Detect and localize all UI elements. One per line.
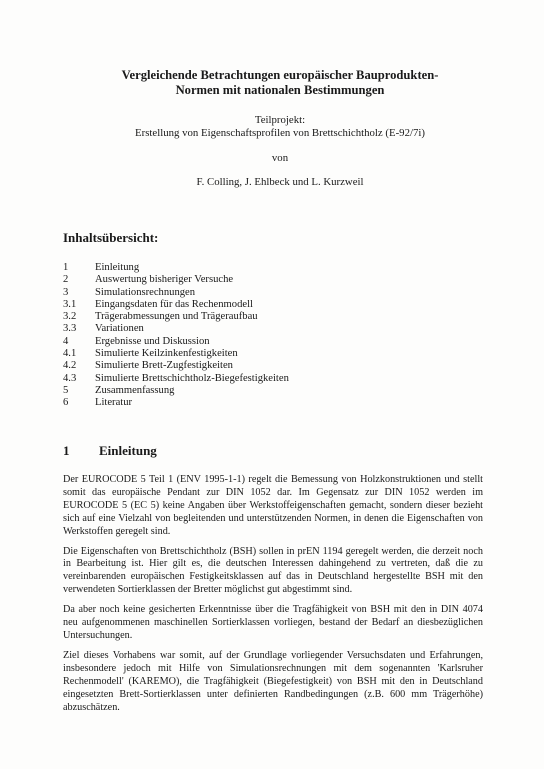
toc-item [63,397,483,409]
toc-item-text: Simulierte Brett-Zugfestigkeiten [95,360,233,372]
paragraph: Da aber noch keine gesicherten Erkenntnisse über die Tragfähigkeit von BSH mit den in DIN 4074 neu aufgenommenen maschinellen Sortierklassen vorliegen, bestand der Bedarf an diesbezüglichen Untersuchungen. [63,604,483,641]
toc-item-number: 2 [63,274,69,286]
toc-item-number: 4.2 [63,360,77,372]
subproject-text: Erstellung von Eigenschaftsprofilen von Brettschichtholz (E-92/7i) [135,127,425,139]
subproject-label: Teilprojekt: [254,114,306,126]
toc-item-text: Auswertung bisheriger Versuche [95,274,234,286]
toc-item-number: 4.1 [63,348,77,360]
toc-item [63,299,483,311]
paragraph: Der EUROCODE 5 Teil 1 (ENV 1995-1-1) regelt die Bemessung von Holzkonstruktionen und stellt somit das europäische Pendant zur DIN 1052 dar. Im Gegensatz zur DIN 1052 werden im EUROCODE 5 (EC 5) keine Angaben über Werkstoffeigenschaften gemacht, sondern dieser bezieht sich auf eine Vielzahl von begleitenden und unterstützenden Normen, in denen die Eigenschaften von Werkstoffen geregelt sind. [63,474,483,537]
toc-item [63,323,483,335]
authors: F. Colling, J. Ehlbeck und L. Kurzweil [196,176,364,188]
toc-item-text: Einleitung [95,262,140,273]
toc-item [63,262,483,274]
table-of-contents [63,262,483,410]
toc-item-number: 4.3 [63,372,77,384]
section-body [63,474,483,721]
toc-item-text: Simulierte Keilzinkenfestigkeiten [95,348,238,360]
toc-item [63,311,483,323]
subproject-block [60,114,500,140]
toc-item-text: Variationen [95,323,144,335]
toc-item-number: 4 [63,335,69,347]
toc-item-number: 1 [63,262,69,273]
paragraph: Ziel dieses Vorhabens war somit, auf der Grundlage vorliegender Versuchsdaten und Erfahrungen, insbesondere jedoch mit Hilfe von Simulationsrechnungen mit dem sogenannten 'Karlsruher Rechenmodell' (KAREMO), die Tragfähigkeit (Biegefestigkeit) von BSH mit den in Deutschland eingesetzten Brett-Sortierklassen unter definierten Randbedingungen (z.B. 600 mm Trägerhöhe) abzuschätzen. [63,649,483,713]
toc-item [63,287,483,299]
section-number: 1 [63,443,70,458]
section-heading [63,443,157,459]
toc-item-number: 3.2 [63,311,77,323]
toc-item [63,336,483,348]
toc-item [63,385,483,397]
toc-item-number: 3 [63,286,69,298]
toc-item-number: 3.1 [63,298,77,310]
toc-item-text: Eingangsdaten für das Rechenmodell [95,298,253,310]
paragraph: Die Eigenschaften von Brettschichtholz (BSH) sollen in prEN 1194 geregelt werden, die derzeit noch in Bearbeitung ist. Hier gilt es, die deutschen Interessen dahingehend zu vertreten, daß die zu vereinbarenden europäischen Festigkeitsklassen auf das in Deutschland hergestellte BSH mit den verwendeten Sortierklassen der Bretter möglichst gut abgestimmt sind. [63,545,483,596]
toc-item-number: 3.3 [63,323,77,335]
toc-item-text: Trägerabmessungen und Trägeraufbau [95,311,258,323]
title-line-1: Vergleichende Betrachtungen europäischer Bauprodukten- [121,68,439,82]
toc-item [63,373,483,385]
toc-item-number: 6 [63,397,69,409]
von-text: von [271,152,289,164]
toc-item-text: Ergebnisse und Diskussion [95,335,210,347]
toc-item-text: Zusammenfassung [95,384,175,396]
toc-item-number: 5 [63,384,69,396]
section-title: Einleitung [99,443,157,458]
toc-item [63,348,483,360]
title-line-2: Normen mit nationalen Bestimmungen [175,83,385,97]
toc-item [63,360,483,372]
document-title [60,68,500,98]
toc-heading: Inhaltsübersicht: [63,230,159,245]
toc-item-text: Literatur [95,397,133,409]
toc-item-text: Simulationsrechnungen [95,286,196,298]
toc-item [63,274,483,286]
toc-item-text: Simulierte Brettschichtholz-Biegefestigkeiten [95,372,289,384]
